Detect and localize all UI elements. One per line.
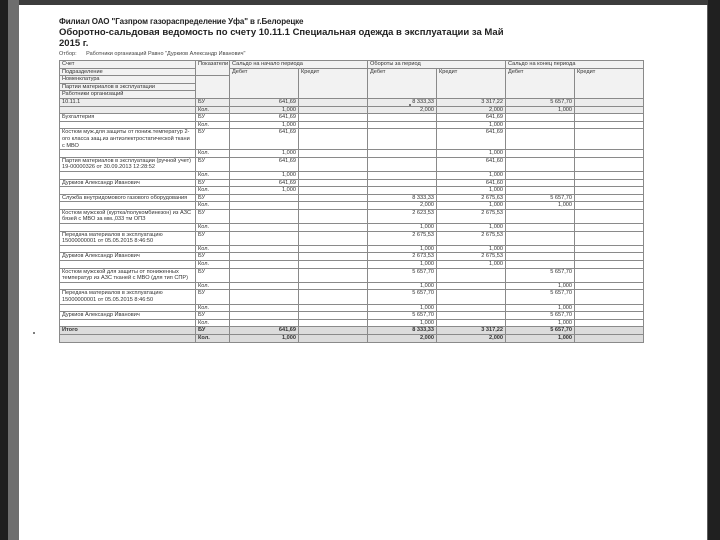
row-closing-credit-cell bbox=[575, 98, 644, 106]
row-closing-debit-cell: 5 657,70 bbox=[506, 194, 575, 202]
row-opening-debit-cell bbox=[230, 268, 299, 282]
row-account-cell: 10.11.1 bbox=[60, 98, 196, 106]
row-closing-debit-cell: 5 657,70 bbox=[506, 98, 575, 106]
row-closing-debit-cell: 1,000 bbox=[506, 106, 575, 114]
row-indicator-cell: БУ bbox=[196, 253, 230, 261]
row-turnover-credit-cell: 1,000 bbox=[437, 171, 506, 179]
row-opening-credit-cell bbox=[299, 282, 368, 290]
row-turnover-credit-cell: 1,000 bbox=[437, 121, 506, 129]
row-indicator-cell: БУ bbox=[196, 194, 230, 202]
row-turnover-debit-cell: 1,000 bbox=[368, 304, 437, 312]
row-turnover-debit-cell bbox=[368, 171, 437, 179]
table-row bbox=[60, 304, 644, 312]
row-turnover-debit-cell: 5 657,70 bbox=[368, 312, 437, 320]
row-turnover-debit-cell: 8 333,33 bbox=[368, 98, 437, 106]
row-opening-debit-cell: 641,69 bbox=[230, 157, 299, 171]
header-subdivision: Подразделение bbox=[60, 68, 196, 76]
row-turnover-credit-cell: 1,000 bbox=[437, 261, 506, 269]
table-row bbox=[60, 312, 644, 320]
row-opening-debit-cell: 1,000 bbox=[230, 187, 299, 195]
row-account-cell: Бухгалтерия bbox=[60, 114, 196, 122]
selection-value: Работники организаций Равно "Дуркиов Александр Иванович" bbox=[86, 51, 246, 57]
row-account-cell: Дуркиов Александр Иванович bbox=[60, 253, 196, 261]
row-account-cell: Костюм мужской (куртка/полукомбинезон) из АЗС бязей с МВО за мм.,033 тм ОПЗ bbox=[60, 209, 196, 223]
row-closing-debit-cell bbox=[506, 150, 575, 158]
row-opening-debit-cell: 641,69 bbox=[230, 129, 299, 150]
ledger-body bbox=[60, 98, 644, 342]
row-closing-credit-cell bbox=[575, 114, 644, 122]
row-closing-debit-cell: 1,000 bbox=[506, 202, 575, 210]
row-account-cell: Дуркиов Александр Иванович bbox=[60, 312, 196, 320]
row-closing-debit-cell bbox=[506, 114, 575, 122]
window-frame-left bbox=[0, 0, 8, 540]
row-turnover-credit-cell: 641,60 bbox=[437, 179, 506, 187]
header-indicator-spacer bbox=[196, 76, 230, 99]
row-opening-credit-cell bbox=[299, 187, 368, 195]
row-account-cell bbox=[60, 245, 196, 253]
row-closing-credit-cell bbox=[575, 282, 644, 290]
table-row bbox=[60, 224, 644, 232]
header-opening-debit: Дебет bbox=[230, 68, 299, 98]
row-account-cell bbox=[60, 187, 196, 195]
row-account-cell bbox=[60, 282, 196, 290]
row-indicator-cell: БУ bbox=[196, 290, 230, 304]
row-turnover-credit-cell: 2,000 bbox=[437, 334, 506, 342]
row-closing-credit-cell bbox=[575, 268, 644, 282]
row-opening-credit-cell bbox=[299, 114, 368, 122]
row-turnover-debit-cell: 8 333,33 bbox=[368, 194, 437, 202]
row-turnover-debit-cell: 2 675,53 bbox=[368, 231, 437, 245]
row-indicator-cell: Кол. bbox=[196, 261, 230, 269]
row-indicator-cell: БУ bbox=[196, 129, 230, 150]
row-opening-credit-cell bbox=[299, 150, 368, 158]
table-row bbox=[60, 121, 644, 129]
row-closing-credit-cell bbox=[575, 312, 644, 320]
row-turnover-credit-cell: 3 317,22 bbox=[437, 98, 506, 106]
row-closing-debit-cell bbox=[506, 179, 575, 187]
row-turnover-credit-cell: 2 675,53 bbox=[437, 253, 506, 261]
row-closing-credit-cell bbox=[575, 261, 644, 269]
row-turnover-debit-cell: 1,000 bbox=[368, 261, 437, 269]
row-closing-credit-cell bbox=[575, 150, 644, 158]
header-indicator: Показатели bbox=[196, 61, 230, 76]
row-opening-debit-cell: 641,69 bbox=[230, 179, 299, 187]
row-indicator-cell: БУ bbox=[196, 268, 230, 282]
row-opening-debit-cell: 641,69 bbox=[230, 114, 299, 122]
row-account-cell: Дуркиов Александр Иванович bbox=[60, 179, 196, 187]
row-indicator-cell: БУ bbox=[196, 312, 230, 320]
row-indicator-cell: БУ bbox=[196, 179, 230, 187]
row-opening-credit-cell bbox=[299, 194, 368, 202]
row-turnover-debit-cell bbox=[368, 179, 437, 187]
row-opening-debit-cell: 1,000 bbox=[230, 121, 299, 129]
row-closing-credit-cell bbox=[575, 231, 644, 245]
row-indicator-cell: Кол. bbox=[196, 150, 230, 158]
row-opening-debit-cell: 1,000 bbox=[230, 106, 299, 114]
row-turnover-debit-cell bbox=[368, 187, 437, 195]
table-row bbox=[60, 253, 644, 261]
row-opening-debit-cell bbox=[230, 304, 299, 312]
row-opening-credit-cell bbox=[299, 290, 368, 304]
row-opening-credit-cell bbox=[299, 245, 368, 253]
window-frame-right bbox=[708, 0, 720, 540]
row-turnover-debit-cell: 2,000 bbox=[368, 202, 437, 210]
row-closing-credit-cell bbox=[575, 304, 644, 312]
header-closing-balance: Сальдо на конец периода bbox=[506, 61, 644, 69]
row-turnover-debit-cell bbox=[368, 114, 437, 122]
row-opening-credit-cell bbox=[299, 268, 368, 282]
header-nomenclature: Номенклатура bbox=[60, 76, 196, 84]
row-turnover-credit-cell: 1,000 bbox=[437, 187, 506, 195]
row-turnover-debit-cell: 5 657,70 bbox=[368, 268, 437, 282]
document-page bbox=[19, 5, 707, 540]
row-opening-credit-cell bbox=[299, 312, 368, 320]
row-closing-debit-cell bbox=[506, 245, 575, 253]
row-opening-debit-cell bbox=[230, 290, 299, 304]
row-turnover-credit-cell bbox=[437, 268, 506, 282]
table-row bbox=[60, 171, 644, 179]
row-account-cell bbox=[60, 224, 196, 232]
row-turnover-debit-cell: 8 333,33 bbox=[368, 327, 437, 335]
row-closing-debit-cell: 1,000 bbox=[506, 282, 575, 290]
row-account-cell bbox=[60, 334, 196, 342]
header-workers: Работники организаций bbox=[60, 91, 196, 99]
row-account-cell bbox=[60, 121, 196, 129]
row-closing-credit-cell bbox=[575, 157, 644, 171]
row-closing-credit-cell bbox=[575, 187, 644, 195]
row-indicator-cell: БУ bbox=[196, 327, 230, 335]
row-turnover-debit-cell: 5 657,70 bbox=[368, 290, 437, 304]
row-turnover-credit-cell bbox=[437, 282, 506, 290]
row-account-cell: Партия материалов в эксплуатации (ручной учет) 19-00000326 от 30.09.2013 12:28:52 bbox=[60, 157, 196, 171]
ledger-table bbox=[59, 60, 644, 343]
row-opening-credit-cell bbox=[299, 319, 368, 327]
total-row bbox=[60, 334, 644, 342]
row-turnover-debit-cell: 2,000 bbox=[368, 106, 437, 114]
row-turnover-credit-cell bbox=[437, 319, 506, 327]
row-indicator-cell: Кол. bbox=[196, 245, 230, 253]
table-row bbox=[60, 157, 644, 171]
row-turnover-credit-cell: 2,000 bbox=[437, 106, 506, 114]
row-account-cell bbox=[60, 171, 196, 179]
row-opening-debit-cell bbox=[230, 231, 299, 245]
row-indicator-cell: Кол. bbox=[196, 171, 230, 179]
row-opening-credit-cell bbox=[299, 179, 368, 187]
table-row bbox=[60, 268, 644, 282]
table-row bbox=[60, 106, 644, 114]
row-turnover-credit-cell bbox=[437, 290, 506, 304]
row-closing-credit-cell bbox=[575, 106, 644, 114]
report-title: Оборотно-сальдовая ведомость по счету 10.11.1 Специальная одежда в эксплуатации за Май bbox=[59, 27, 504, 38]
scan-speck bbox=[33, 332, 35, 334]
row-opening-credit-cell bbox=[299, 171, 368, 179]
row-turnover-debit-cell bbox=[368, 129, 437, 150]
row-closing-debit-cell bbox=[506, 209, 575, 223]
row-opening-credit-cell bbox=[299, 327, 368, 335]
row-closing-credit-cell bbox=[575, 171, 644, 179]
row-account-cell: Костюм мужской для защиты от пониженных температур из АЗС тканей с МВО (для тип СПР) bbox=[60, 268, 196, 282]
row-account-cell bbox=[60, 261, 196, 269]
table-row bbox=[60, 261, 644, 269]
row-opening-debit-cell bbox=[230, 253, 299, 261]
row-turnover-debit-cell bbox=[368, 157, 437, 171]
row-indicator-cell: Кол. bbox=[196, 319, 230, 327]
row-closing-credit-cell bbox=[575, 224, 644, 232]
row-closing-debit-cell bbox=[506, 253, 575, 261]
header-opening-credit: Кредит bbox=[299, 68, 368, 98]
row-turnover-credit-cell: 641,69 bbox=[437, 129, 506, 150]
row-closing-credit-cell bbox=[575, 319, 644, 327]
selection-line bbox=[59, 51, 679, 58]
row-closing-credit-cell bbox=[575, 202, 644, 210]
row-turnover-credit-cell: 2 675,53 bbox=[437, 209, 506, 223]
row-indicator-cell: Кол. bbox=[196, 106, 230, 114]
row-account-cell: Итого bbox=[60, 327, 196, 335]
table-row bbox=[60, 282, 644, 290]
table-row bbox=[60, 194, 644, 202]
row-turnover-debit-cell: 1,000 bbox=[368, 282, 437, 290]
row-opening-debit-cell bbox=[230, 319, 299, 327]
row-turnover-debit-cell bbox=[368, 150, 437, 158]
row-turnover-credit-cell: 1,000 bbox=[437, 245, 506, 253]
row-closing-credit-cell bbox=[575, 334, 644, 342]
row-turnover-credit-cell: 3 317,22 bbox=[437, 327, 506, 335]
row-account-cell bbox=[60, 304, 196, 312]
row-closing-debit-cell bbox=[506, 157, 575, 171]
row-opening-credit-cell bbox=[299, 129, 368, 150]
row-indicator-cell: Кол. bbox=[196, 334, 230, 342]
row-opening-debit-cell: 1,000 bbox=[230, 150, 299, 158]
row-closing-debit-cell: 1,000 bbox=[506, 319, 575, 327]
row-closing-debit-cell bbox=[506, 231, 575, 245]
table-row bbox=[60, 319, 644, 327]
row-account-cell: Служба внутридомового газового оборудования bbox=[60, 194, 196, 202]
row-closing-credit-cell bbox=[575, 179, 644, 187]
row-turnover-credit-cell: 641,69 bbox=[437, 114, 506, 122]
row-closing-credit-cell bbox=[575, 245, 644, 253]
row-opening-debit-cell bbox=[230, 245, 299, 253]
selection-label: Отбор: bbox=[59, 51, 77, 57]
row-opening-credit-cell bbox=[299, 98, 368, 106]
row-closing-credit-cell bbox=[575, 121, 644, 129]
row-turnover-credit-cell bbox=[437, 304, 506, 312]
row-opening-credit-cell bbox=[299, 224, 368, 232]
row-indicator-cell: Кол. bbox=[196, 224, 230, 232]
row-indicator-cell: Кол. bbox=[196, 121, 230, 129]
row-turnover-debit-cell: 1,000 bbox=[368, 224, 437, 232]
row-closing-debit-cell: 5 657,70 bbox=[506, 290, 575, 304]
table-row bbox=[60, 202, 644, 210]
row-turnover-credit-cell: 1,000 bbox=[437, 150, 506, 158]
row-account-cell: Передача материалов в эксплуатацию 15000000001 от 05.05.2015 8:46:50 bbox=[60, 290, 196, 304]
header-closing-debit: Дебет bbox=[506, 68, 575, 98]
header-closing-credit: Кредит bbox=[575, 68, 644, 98]
row-closing-debit-cell bbox=[506, 224, 575, 232]
header-turnover-credit: Кредит bbox=[437, 68, 506, 98]
scan-speck bbox=[409, 104, 411, 106]
row-indicator-cell: Кол. bbox=[196, 282, 230, 290]
report-period: 2015 г. bbox=[59, 38, 89, 49]
row-closing-debit-cell: 1,000 bbox=[506, 304, 575, 312]
row-opening-debit-cell bbox=[230, 261, 299, 269]
header-batches: Партии материалов в эксплуатации bbox=[60, 83, 196, 91]
row-turnover-credit-cell: 1,000 bbox=[437, 224, 506, 232]
row-closing-credit-cell bbox=[575, 327, 644, 335]
row-indicator-cell: БУ bbox=[196, 98, 230, 106]
row-closing-debit-cell bbox=[506, 121, 575, 129]
row-opening-credit-cell bbox=[299, 253, 368, 261]
table-row bbox=[60, 187, 644, 195]
row-turnover-debit-cell: 2 673,53 bbox=[368, 253, 437, 261]
row-opening-credit-cell bbox=[299, 261, 368, 269]
row-closing-debit-cell: 5 657,70 bbox=[506, 312, 575, 320]
row-opening-debit-cell: 1,000 bbox=[230, 171, 299, 179]
row-indicator-cell: БУ bbox=[196, 157, 230, 171]
row-turnover-credit-cell: 1,000 bbox=[437, 202, 506, 210]
header-opening-balance: Сальдо на начало периода bbox=[230, 61, 368, 69]
row-opening-debit-cell bbox=[230, 282, 299, 290]
row-turnover-debit-cell: 1,000 bbox=[368, 245, 437, 253]
row-opening-credit-cell bbox=[299, 157, 368, 171]
ledger-header bbox=[60, 61, 644, 99]
org-header: Филиал ОАО "Газпром газораспределение Уфа" в г.Белорецке bbox=[59, 17, 304, 26]
row-opening-credit-cell bbox=[299, 209, 368, 223]
row-closing-debit-cell: 5 657,70 bbox=[506, 327, 575, 335]
row-indicator-cell: Кол. bbox=[196, 187, 230, 195]
row-opening-debit-cell bbox=[230, 224, 299, 232]
row-opening-debit-cell bbox=[230, 312, 299, 320]
header-turnover: Обороты за период bbox=[368, 61, 506, 69]
table-row bbox=[60, 179, 644, 187]
row-indicator-cell: Кол. bbox=[196, 202, 230, 210]
total-row bbox=[60, 327, 644, 335]
row-turnover-credit-cell: 641,60 bbox=[437, 157, 506, 171]
row-opening-credit-cell bbox=[299, 334, 368, 342]
row-indicator-cell: БУ bbox=[196, 209, 230, 223]
table-row bbox=[60, 290, 644, 304]
row-account-cell bbox=[60, 150, 196, 158]
table-row bbox=[60, 150, 644, 158]
table-row bbox=[60, 245, 644, 253]
table-row bbox=[60, 129, 644, 150]
row-opening-debit-cell: 1,000 bbox=[230, 334, 299, 342]
row-opening-debit-cell bbox=[230, 194, 299, 202]
table-row bbox=[60, 209, 644, 223]
window-frame-strip bbox=[8, 0, 19, 540]
row-closing-credit-cell bbox=[575, 209, 644, 223]
row-opening-debit-cell: 641,69 bbox=[230, 327, 299, 335]
row-opening-credit-cell bbox=[299, 304, 368, 312]
row-turnover-debit-cell bbox=[368, 121, 437, 129]
row-turnover-credit-cell bbox=[437, 312, 506, 320]
row-account-cell: Передача материалов в эксплуатацию 15000000001 от 05.05.2015 8:46:50 bbox=[60, 231, 196, 245]
row-closing-debit-cell: 1,000 bbox=[506, 334, 575, 342]
row-account-cell bbox=[60, 106, 196, 114]
row-turnover-debit-cell: 1,000 bbox=[368, 319, 437, 327]
row-indicator-cell: Кол. bbox=[196, 304, 230, 312]
row-closing-debit-cell bbox=[506, 171, 575, 179]
row-account-cell bbox=[60, 319, 196, 327]
row-opening-credit-cell bbox=[299, 202, 368, 210]
table-row bbox=[60, 98, 644, 106]
row-closing-debit-cell bbox=[506, 187, 575, 195]
row-opening-credit-cell bbox=[299, 106, 368, 114]
row-closing-credit-cell bbox=[575, 194, 644, 202]
header-account: Счет bbox=[60, 61, 196, 69]
row-opening-debit-cell: 641,69 bbox=[230, 98, 299, 106]
row-closing-debit-cell bbox=[506, 261, 575, 269]
header-turnover-debit: Дебет bbox=[368, 68, 437, 98]
row-opening-debit-cell bbox=[230, 209, 299, 223]
row-opening-credit-cell bbox=[299, 121, 368, 129]
row-indicator-cell: БУ bbox=[196, 231, 230, 245]
row-closing-credit-cell bbox=[575, 290, 644, 304]
row-closing-credit-cell bbox=[575, 129, 644, 150]
row-turnover-debit-cell: 2,000 bbox=[368, 334, 437, 342]
table-row bbox=[60, 114, 644, 122]
row-closing-debit-cell bbox=[506, 129, 575, 150]
row-opening-debit-cell bbox=[230, 202, 299, 210]
document-body bbox=[59, 17, 679, 343]
row-account-cell: Костюм муж.для защиты от пониж.температур 2-ого класса защ.из антиэлектростатической ткани с МВО bbox=[60, 129, 196, 150]
row-closing-credit-cell bbox=[575, 253, 644, 261]
row-opening-credit-cell bbox=[299, 231, 368, 245]
row-turnover-credit-cell: 2 675,53 bbox=[437, 231, 506, 245]
row-indicator-cell: БУ bbox=[196, 114, 230, 122]
table-row bbox=[60, 231, 644, 245]
row-account-cell bbox=[60, 202, 196, 210]
row-turnover-credit-cell: 2 675,63 bbox=[437, 194, 506, 202]
row-turnover-debit-cell: 2 623,53 bbox=[368, 209, 437, 223]
row-closing-debit-cell: 5 657,70 bbox=[506, 268, 575, 282]
